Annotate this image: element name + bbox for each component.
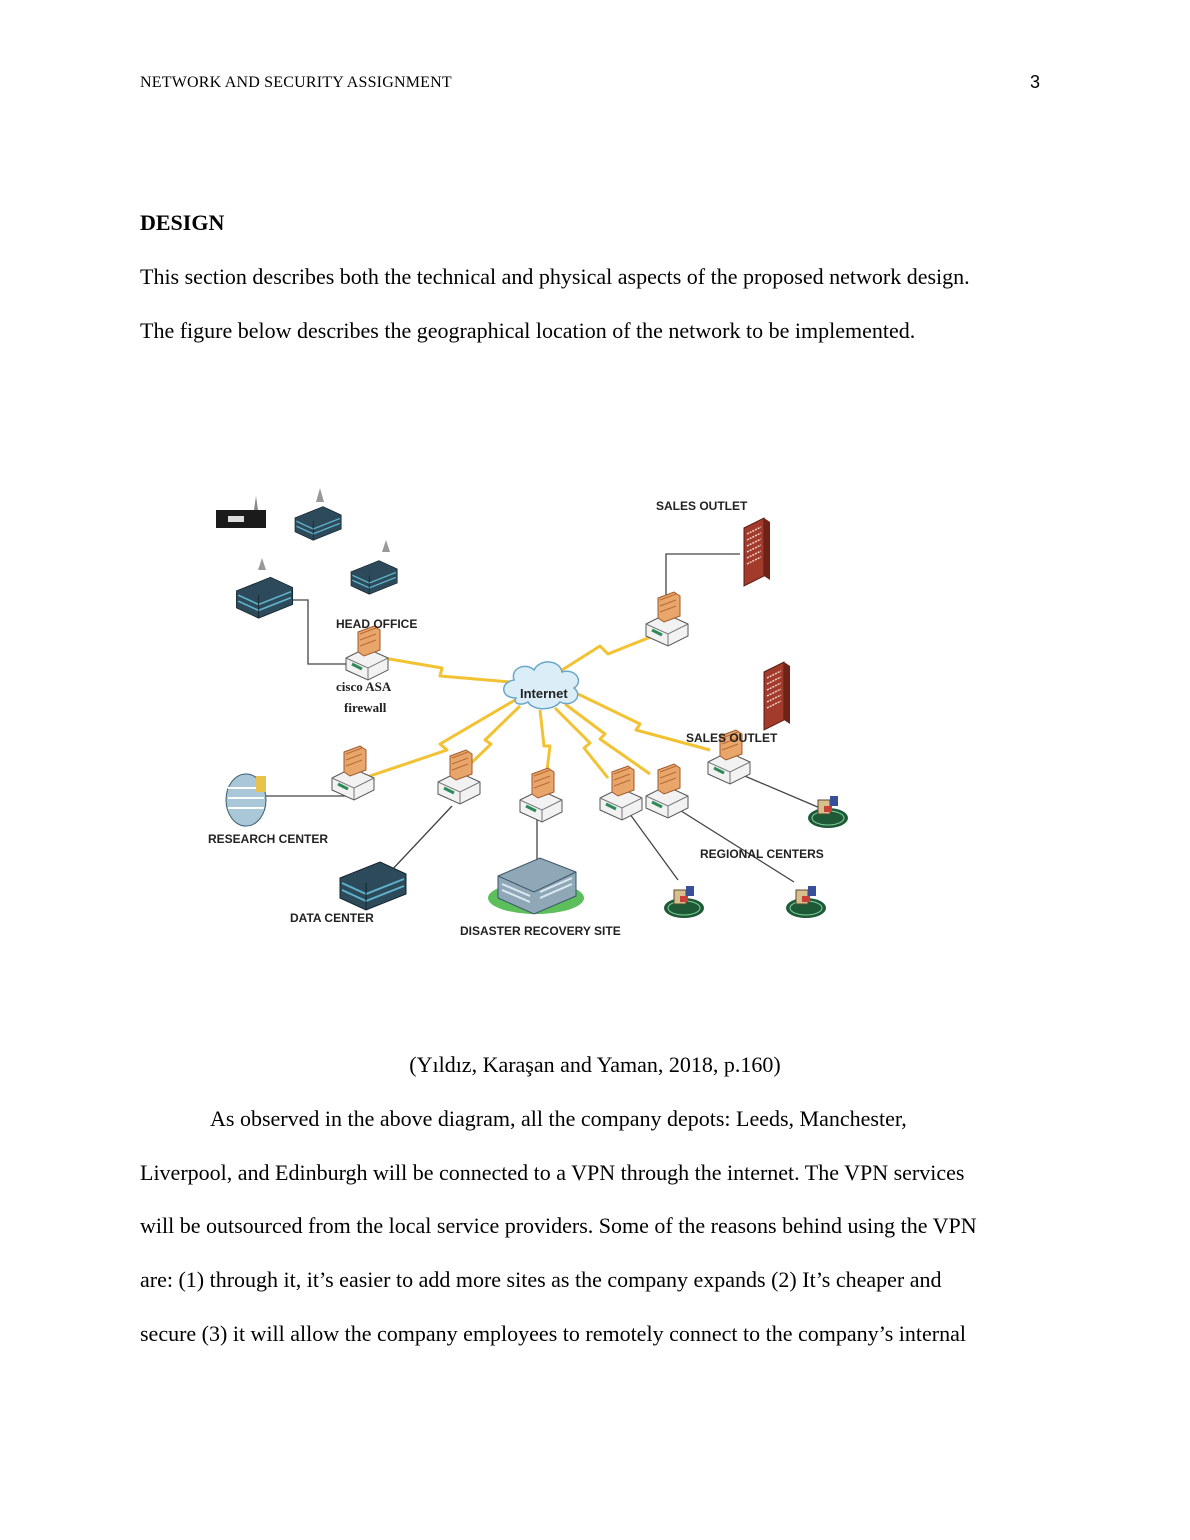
research-center-icon (226, 774, 266, 826)
intro-line-1: This section describes both the technical and physical aspects of the proposed network design. (140, 264, 970, 289)
body-line-2: Liverpool, and Edinburgh will be connected to a VPN through the internet. The VPN services (140, 1160, 965, 1185)
body-line-5: secure (3) it will allow the company employees to remotely connect to the company’s internal (140, 1321, 966, 1346)
section-heading: DESIGN (140, 210, 225, 235)
data-center-icon (340, 862, 406, 910)
disaster-recovery-label: DISASTER RECOVERY SITE (460, 924, 621, 938)
firewall-label-line2: firewall (344, 700, 387, 715)
data-center-label: DATA CENTER (290, 911, 374, 925)
disaster-recovery-site-icon (488, 858, 584, 914)
sales-outlet-label: SALES OUTLET (686, 731, 778, 745)
page-header (140, 74, 1040, 98)
internet-label: Internet (520, 686, 568, 701)
sales-outlet-label: SALES OUTLET (656, 499, 748, 513)
head-office-building-icon (216, 496, 266, 528)
sales-outlet-tower-icon (744, 518, 770, 586)
body-line-1: As observed in the above diagram, all the company depots: Leeds, Manchester, (210, 1106, 907, 1131)
regional-center-icon (786, 886, 826, 918)
research-center-label: RESEARCH CENTER (208, 832, 329, 846)
network-diagram (200, 488, 860, 948)
body-line-3: will be outsourced from the local service providers. Some of the reasons behind using the VPN (140, 1213, 977, 1238)
intro-line-2: The figure below describes the geographical location of the network to be implemented. (140, 318, 916, 343)
regional-center-icon (808, 796, 848, 828)
firewall-label-line1: cisco ASA (336, 679, 392, 694)
regional-centers-label: REGIONAL CENTERS (700, 847, 824, 861)
running-head: NETWORK AND SECURITY ASSIGNMENT (140, 74, 452, 91)
body-line-4: are: (1) through it, it’s easier to add more sites as the company expands (2) It’s cheaper and (140, 1267, 942, 1292)
sales-outlet-tower-icon (764, 662, 790, 730)
page-number: 3 (1029, 72, 1040, 92)
head-office-label: HEAD OFFICE (336, 617, 418, 631)
figure-caption: (Yıldız, Karaşan and Yaman, 2018, p.160) (409, 1052, 781, 1077)
regional-center-icon (664, 886, 704, 918)
